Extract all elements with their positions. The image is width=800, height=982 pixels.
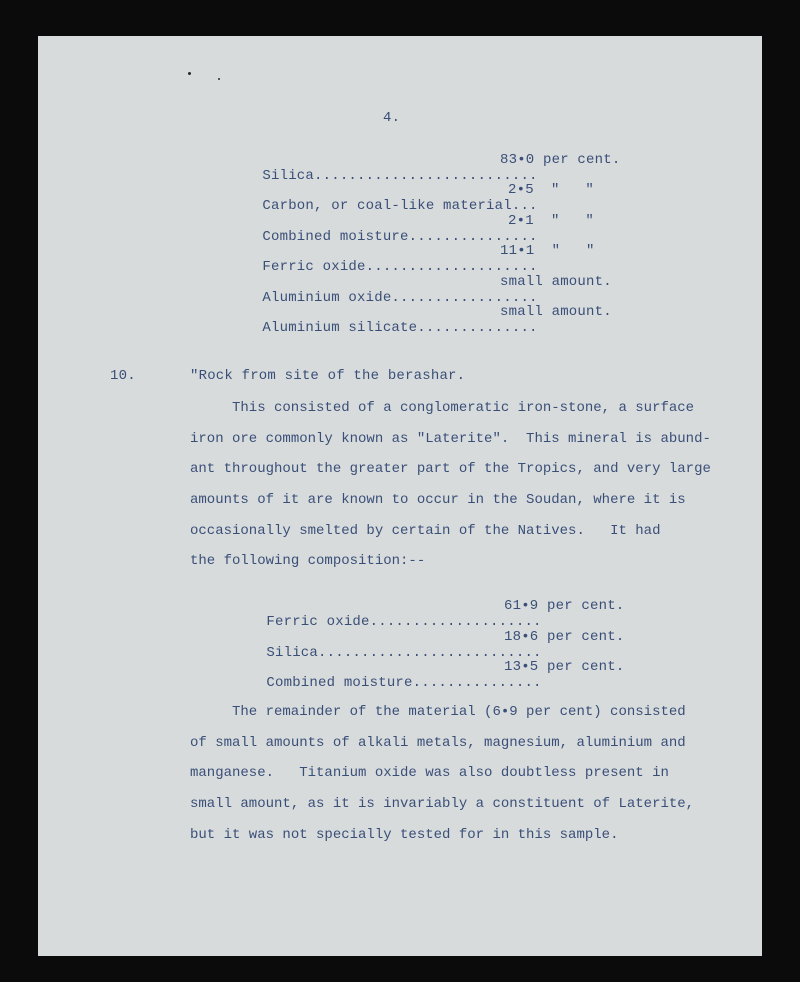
paragraph-line: small amount, as it is invariably a constituent of Laterite, [190,796,695,812]
row-label: Combined moisture............... [262,229,538,245]
row-value: 13•5 per cent. [504,659,625,675]
row-label: Carbon, or coal-like material... [262,198,538,214]
paragraph-line: of small amounts of alkali metals, magnesium, aluminium and [190,735,686,751]
table1-row [228,304,538,352]
row-label: Aluminium silicate.............. [262,320,538,336]
paragraph-line: amounts of it are known to occur in the Soudan, where it is [190,492,686,508]
section-heading: "Rock from site of the berashar. [190,368,466,384]
row-value: 2•1 " " [508,213,595,229]
ink-speck [188,72,191,75]
row-value: 18•6 per cent. [504,629,625,645]
row-value: small amount. [500,274,612,290]
paragraph-line: but it was not specially tested for in this sample. [190,827,619,843]
row-label: Silica.......................... [266,645,542,661]
paragraph-line: This consisted of a conglomeratic iron-stone, a surface [232,400,695,416]
paragraph-line: manganese. Titanium oxide was also doubtless present in [190,765,669,781]
row-value: 61•9 per cent. [504,598,625,614]
row-value: 2•5 " " [508,182,595,198]
row-value: 11•1 " " [500,243,595,259]
row-value: 83•0 per cent. [500,152,621,168]
row-label: Aluminium oxide................. [262,290,538,306]
row-label: Ferric oxide.................... [266,614,542,630]
ink-speck [218,78,220,80]
document-page [38,36,762,956]
row-label: Combined moisture............... [266,675,542,691]
paragraph-line: The remainder of the material (6•9 per cent) consisted [232,704,686,720]
paragraph-line: ant throughout the greater part of the Tropics, and very large [190,461,711,477]
page-number: 4. [383,110,401,126]
paragraph-line: iron ore commonly known as "Laterite". This mineral is abund- [190,431,711,447]
table2-row [232,659,542,707]
row-label: Ferric oxide.................... [262,259,538,275]
row-label: Silica.......................... [262,168,538,184]
paragraph-line: the following composition:-- [190,553,426,569]
row-value: small amount. [500,304,612,320]
section-number: 10. [110,368,136,384]
paragraph-line: occasionally smelted by certain of the Natives. It had [190,523,661,539]
